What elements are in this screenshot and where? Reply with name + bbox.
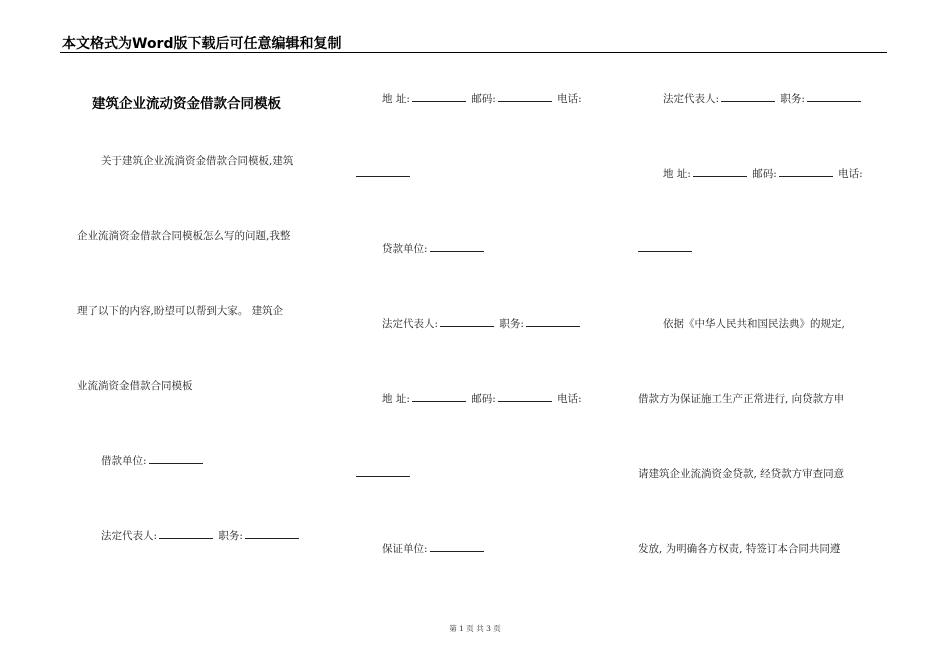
intro-line-4: 业流淌资金借款合同模板: [77, 380, 193, 392]
borrower-phone-continuation: [356, 167, 410, 181]
phone-label: 电话:: [838, 168, 863, 180]
phone-label: 电话:: [557, 93, 582, 105]
address-label: 地 址:: [382, 93, 410, 105]
intro-line-3: 理了以下的内容,盼望可以帮到大家。 建筑企: [77, 305, 284, 317]
postcode-label: 邮码:: [471, 393, 496, 405]
lender-blank: [430, 251, 484, 252]
position-label: 职务:: [218, 530, 243, 542]
lender-legal-rep-field: [382, 317, 582, 331]
address-blank: [693, 176, 747, 177]
guarantor-phone-continuation: [638, 242, 692, 256]
phone-label: 电话:: [557, 393, 582, 405]
guarantor-field: [382, 542, 486, 556]
contract-para-line-4: 发放, 为明确各方权责, 特签订本合同共同遵: [638, 543, 841, 555]
guarantor-label: 保证单位:: [382, 543, 428, 555]
postcode-blank: [498, 101, 552, 102]
legal-rep-blank: [440, 326, 494, 327]
borrower-label: 借款单位:: [101, 455, 147, 467]
legal-rep-label: 法定代表人:: [101, 530, 158, 542]
address-label: 地 址:: [382, 393, 410, 405]
legal-rep-label: 法定代表人:: [663, 93, 720, 105]
borrower-legal-rep-field: [101, 529, 301, 543]
header-divider: [60, 52, 887, 53]
legal-rep-blank: [721, 101, 775, 102]
phone-blank: [356, 476, 410, 477]
address-blank: [412, 401, 466, 402]
borrower-address-field: [382, 92, 582, 106]
legal-rep-blank: [159, 538, 213, 539]
guarantor-address-field: [663, 167, 863, 181]
lender-field: [382, 242, 486, 256]
position-blank: [245, 538, 299, 539]
postcode-blank: [498, 401, 552, 402]
contract-para-line-2: 借款方为保证施工生产正常进行, 向贷款方申: [638, 393, 845, 405]
page-number: 第 1 页 共 3 页: [449, 624, 501, 633]
postcode-label: 邮码:: [471, 93, 496, 105]
intro-line-1: 关于建筑企业流淌资金借款合同模板,建筑: [101, 155, 294, 167]
legal-rep-label: 法定代表人:: [382, 318, 439, 330]
document-title: 建筑企业流动资金借款合同模板: [92, 96, 281, 112]
position-blank: [526, 326, 580, 327]
phone-blank: [356, 176, 410, 177]
position-label: 职务:: [780, 93, 805, 105]
address-blank: [412, 101, 466, 102]
postcode-label: 邮码:: [752, 168, 777, 180]
address-label: 地 址:: [663, 168, 691, 180]
borrower-field: [101, 454, 205, 468]
lender-phone-continuation: [356, 467, 410, 481]
lender-address-field: [382, 392, 582, 406]
position-blank: [807, 101, 861, 102]
document-header-title: 本文格式为Word版下载后可任意编辑和复制: [62, 36, 342, 52]
borrower-blank: [149, 463, 203, 464]
postcode-blank: [779, 176, 833, 177]
contract-para-line-1: 依据《中华人民共和国民法典》的规定,: [663, 318, 845, 330]
phone-blank: [638, 251, 692, 252]
guarantor-legal-rep-field: [663, 92, 863, 106]
contract-para-line-3: 请建筑企业流淌资金贷款, 经贷款方审查同意: [638, 468, 845, 480]
intro-line-2: 企业流淌资金借款合同模板怎么写的问题,我整: [77, 230, 291, 242]
guarantor-blank: [430, 551, 484, 552]
lender-label: 贷款单位:: [382, 243, 428, 255]
position-label: 职务:: [499, 318, 524, 330]
